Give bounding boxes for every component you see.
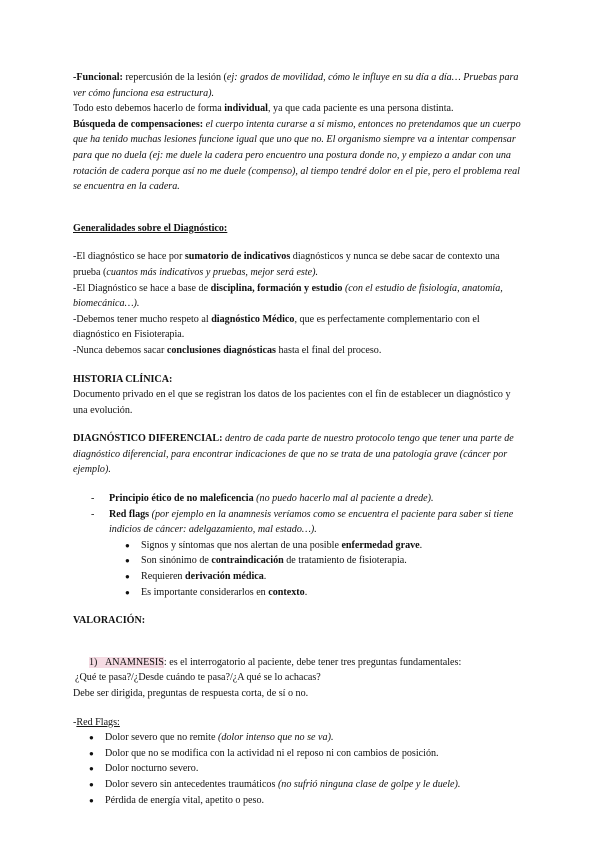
diagnostico-p3: -Debemos tener mucho respeto al diagnóstico Médico, que es perfectamente complementario con el diagnóstico en Fisioterapia. [73, 313, 480, 341]
anamnesis-questions: ¿Qué te pasa?/¿Desde cuándo te pasa?/¿A qué se lo achacas? [75, 672, 321, 684]
diferencial-list [73, 491, 525, 538]
anamnesis-number: 1) [89, 656, 98, 668]
compensaciones-label: Búsqueda de compensaciones: [73, 118, 204, 130]
bullet-icon: ● [89, 795, 94, 805]
historia-heading: HISTORIA CLÍNICA: [73, 373, 173, 385]
document-page [73, 70, 525, 808]
funcional-label: -Funcional: [73, 72, 123, 83]
list-item: ● Son sinónimo de contraindicación de tratamiento de fisioterapia. [73, 553, 525, 569]
list-item: ● Es importante considerarlos en contexto. [73, 585, 525, 601]
compensaciones-paragraph: Búsqueda de compensaciones: el cuerpo intenta curarse a sí mismo, entonces no pretendamos que un cuerpo que ha tenido muchas lesiones funcione igual que uno que no. El organismo siempre va a intentar compensar para que no duela (ej: me duele la cadera pero encuentro una postura donde no, y empiezo a andar con una rotación de cadera porque así no me duele (compenso), al tiempo tendré dolor en el pie, pero el problema real se encuentra en la cadera. [73, 118, 521, 193]
bullet-icon: ● [125, 587, 130, 597]
red-flags-heading: -Red Flags: [73, 716, 120, 728]
list-item: ● Dolor nocturno severo. [73, 761, 525, 777]
bullet-icon: ● [125, 572, 130, 582]
diferencial-paragraph: DIAGNÓSTICO DIFERENCIAL: dentro de cada parte de nuestro protocolo tengo que tener una parte de diagnóstico diferencial, para encontrar indicaciones de que no se trata de una patología grave (cáncer por ejemplo). [73, 433, 514, 476]
list-item: ● Dolor que no se modifica con la actividad ni el reposo ni con cambios de posición. [73, 746, 525, 762]
red-flags-detail-list [73, 538, 525, 600]
list-item: ● Dolor severo sin antecedentes traumáticos (no sufrió ninguna clase de golpe y le duele). [73, 777, 525, 793]
list-item: ● Requieren derivación médica. [73, 569, 525, 585]
funcional-paragraph: -Funcional: repercusión de la lesión (ej: grados de movilidad, cómo le influye en su día a día… Pruebas para ver cómo funciona esa estructura). [73, 72, 519, 99]
diagnostico-heading: Generalidades sobre el Diagnóstico: [73, 222, 228, 234]
diferencial-heading: DIAGNÓSTICO DIFERENCIAL: [73, 433, 223, 445]
bullet-icon: ● [89, 748, 94, 758]
red-flags-list [73, 730, 525, 808]
anamnesis-label: ANAMNESIS [105, 656, 164, 668]
bullet-icon: ● [89, 733, 94, 743]
list-item: - Principio ético de no maleficencia (no puedo hacerlo mal al paciente a drede). [91, 493, 434, 505]
diagnostico-p4: -Nunca debemos sacar conclusiones diagnósticas hasta el final del proceso. [73, 344, 382, 356]
bullet-icon: ● [89, 779, 94, 789]
individual-paragraph: Todo esto debemos hacerlo de forma individual, ya que cada paciente es una persona distinta. [73, 103, 454, 115]
diagnostico-p1: -El diagnóstico se hace por sumatorio de indicativos diagnósticos y nunca se debe sacar de contexto una prueba (cuantos más indicativos y pruebas, mejor será este). [73, 251, 500, 278]
bullet-icon: ● [125, 556, 130, 566]
diagnostico-p2: -El Diagnóstico se hace a base de disciplina, formación y estudio (con el estudio de fisiología, anatomía, biomecánica…). [73, 282, 503, 310]
bullet-icon: ● [89, 764, 94, 774]
list-item: ● Pérdida de energía vital, apetito o peso. [73, 793, 525, 809]
bullet-icon: ● [125, 540, 130, 550]
anamnesis-line: 1) ANAMNESIS: es el interrogatorio al paciente, debe tener tres preguntas fundamentales: [89, 656, 462, 668]
anamnesis-dirigida: Debe ser dirigida, preguntas de respuesta corta, de sí o no. [73, 688, 309, 699]
list-item: ● Signos y síntomas que nos alertan de una posible enfermedad grave. [73, 538, 525, 554]
list-item: - Red flags (por ejemplo en la anamnesis veríamos como se encuentra el paciente para saber si tiene indicios de cáncer: adelgazamiento, mal estado…). [91, 508, 514, 536]
valoracion-heading: VALORACIÓN: [73, 615, 146, 627]
historia-text: Documento privado en el que se registran los datos de los pacientes con el fin de establecer un diagnóstico y una evolución. [73, 389, 511, 416]
list-item: ● Dolor severo que no remite (dolor intenso que no se va). [73, 730, 525, 746]
